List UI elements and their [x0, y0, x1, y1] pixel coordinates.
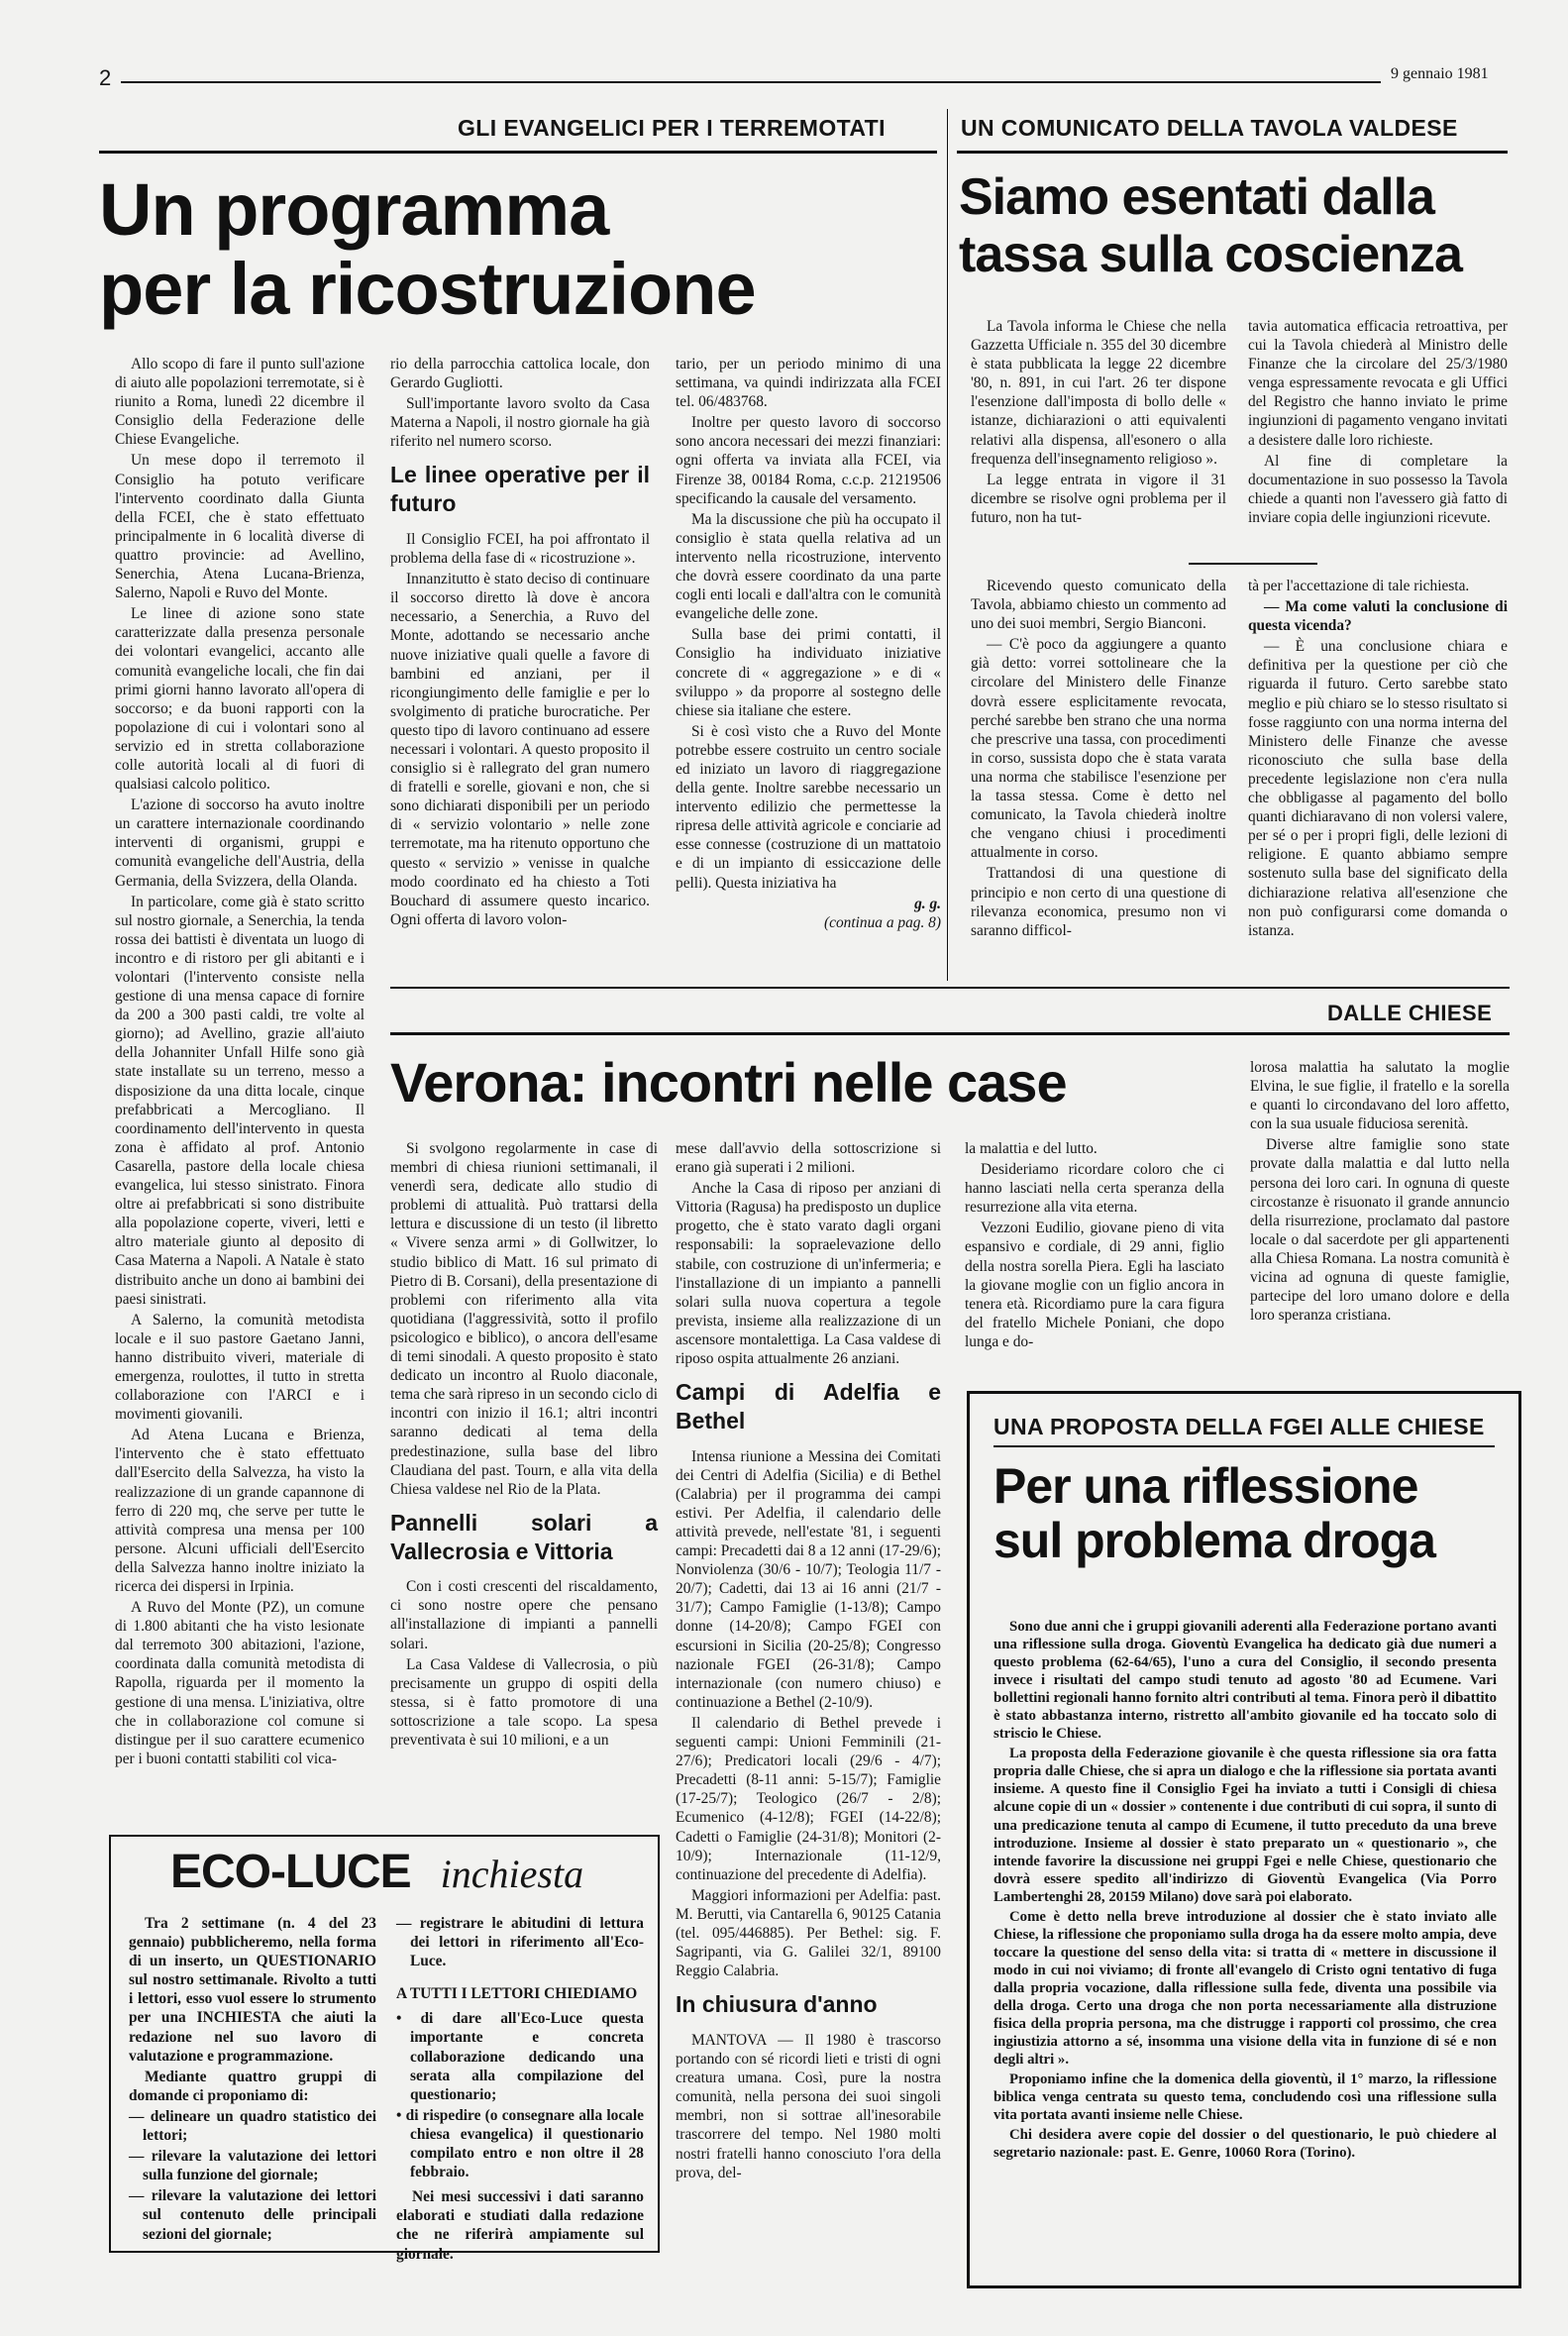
article-kicker: UN COMUNICATO DELLA TAVOLA VALDESE	[961, 115, 1458, 141]
paragraph: Vezzoni Eudilio, giovane pieno di vita espansivo e cordiale, di 29 anni, figlio della nostra sorella Piera. Egli ha lasciato la giovane moglie con un figlio ancora in tenera età. Ricordiamo pure la cara figura del fratello Michele Poniani, che dopo lunga e do-	[965, 1220, 1224, 1350]
paragraph: A Salerno, la comunità metodista locale e il suo pastore Gaetano Janni, hanno distribuito viveri, materiale di emergenza, roulottes, il tutto in stretta collaborazione con l'ARCI e i movimenti giovanili.	[115, 1311, 365, 1424]
paragraph: Intensa riunione a Messina dei Comitati dei Centri di Adelfia (Sicilia) e di Bethel (Calabria) per il programma dei campi estivi. Per Adelfia, il calendario delle attività prevede, nell'estate '81, i seguenti campi: Precadetti dai 8 a 12 anni (17-29/6); Nonviolenza (30/6 - 10/7); Teologia 11/7 - 20/7); Cadetti, dai 13 ai 16 anni (21/7 - 31/7); Campo Famiglie (1-13/8); Campo donne (14-20/8); Campo FGEI con escursioni in Sicilia (20-25/8); Congresso nazionale FGEI (26-31/8); Campo internazionale (con numero chiuso) e continuazione a Bethel (2-10/9).	[676, 1447, 941, 1711]
page-date: 9 gennaio 1981	[1391, 65, 1489, 82]
paragraph: Maggiori informazioni per Adelfia: past. M. Berutti, via Cantarella 6, 90125 Catania (tel. 095/446885). Per Bethel: sig. F. Sagripanti, via G. Galilei 32/1, 89100 Reggio Calabria.	[676, 1886, 941, 1980]
section-subhead: Le linee operative per il futuro	[390, 462, 650, 517]
list-item: — rilevare la valutazione dei lettori sulla funzione del giornale;	[129, 2148, 376, 2184]
paragraph: mese dall'avvio della sottoscrizione si erano già superati i 2 milioni.	[676, 1140, 941, 1177]
eco-luce-header	[170, 1845, 583, 1899]
kicker-rule	[957, 151, 1508, 154]
eco-luce-list	[396, 2009, 644, 2181]
continuation-note: (continua a pag. 8)	[824, 913, 941, 931]
article-column	[1248, 577, 1508, 1005]
paragraph: Tra 2 settimane (n. 4 del 23 gennaio) pubblicheremo, nella forma di un inserto, un QUESTIONARIO sul nostro settimanale. Rivolto a tutti i lettori, esso vuol essere lo strumento per una INCHIESTA che aiuti la redazione nel suo lavoro di valutazione e programmazione.	[129, 1915, 376, 2065]
paragraph: MANTOVA — Il 1980 è trascorso portando con sé ricordi lieti e tristi di ogni creatura umana. Così, pure la nostra comunità, nella persona dei suoi singoli membri, non si sottrae all'inesorabile trascorrere del tempo. Nel 1980 molti nostri fratelli hanno conosciuto l'ora della prova, del-	[676, 2032, 941, 2181]
paragraph: Mediante quattro gruppi di domande ci proponiamo di:	[129, 2068, 376, 2104]
separator-rule	[1189, 563, 1317, 565]
title-line: Un programma	[99, 168, 609, 251]
paragraph: — È una conclusione chiara e definitiva per la questione per ciò che riguarda il futuro. Certo sarebbe stato meglio e più chiaro se lo stesso risultato si fosse raggiunto con una norma interna del Ministero delle Finanze che avesse riconosciuto che sulla base della precedente legislazione non c'era nulla che obbligasse al pagamento del bollo quanti dichiaravano di non volersi valere, per sé o per i propri figli, delle lezioni di religione. E quanto abbiamo sempre sostenuto sulla base del significato della dichiarazione relativa all'esenzione che non può configurarsi come domanda o istanza.	[1248, 638, 1508, 939]
title-line: sul problema droga	[993, 1513, 1435, 1568]
section-label: DALLE CHIESE	[1327, 1001, 1493, 1025]
paragraph: La legge entrata in vigore il 31 dicembre se risolve ogni problema per il futuro, non ha tut-	[971, 471, 1226, 526]
article-column	[971, 577, 1226, 1005]
header-rule	[121, 81, 1381, 83]
paragraph: La Casa Valdese di Vallecrosia, o più precisamente un gruppo di ospiti della stessa, si è fatto promotore di una sottoscrizione a tale scopo. La spesa preventivata è sui 10 milioni, e a un	[390, 1655, 658, 1750]
fgei-title	[993, 1459, 1435, 1568]
article-column	[971, 317, 1226, 559]
paragraph: Anche la Casa di riposo per anziani di Vittoria (Ragusa) ha predisposto un duplice progetto, che è stato varato dagli organi responsabili: la sopraelevazione dello stabile, con costruzione di un'infermeria; e l'installazione di un impianto a pannelli solari sulla nuova copertura a tegole prevista, insieme alla realizzazione di un ascensore montalettiga. La Casa valdese di riposo ospita attualmente 26 anziani.	[676, 1180, 941, 1368]
paragraph: Ricevendo questo comunicato della Tavola, abbiamo chiesto un commento ad uno dei suoi membri, Sergio Bianconi.	[971, 578, 1226, 633]
paragraph: tà per l'accettazione di tale richiesta.	[1248, 578, 1470, 594]
eco-luce-list	[129, 2107, 376, 2244]
article-column	[676, 1139, 941, 2179]
section-subhead: In chiusura d'anno	[676, 1991, 878, 2018]
eco-luce-column	[129, 1914, 376, 2247]
section-rule	[390, 1032, 1510, 1035]
title-line: Per una riflessione	[993, 1458, 1418, 1514]
eco-luce-heading: A TUTTI I LETTORI CHIEDIAMO	[396, 1985, 638, 2003]
paragraph: rio della parrocchia cattolica locale, don Gerardo Gugliotti.	[390, 356, 650, 392]
title-line: per la ricostruzione	[99, 247, 756, 330]
paragraph: L'azione di soccorso ha avuto inoltre un carattere internazionale coordinando interventi di organismi, gruppi e comunità evangeliche dell'Austria, della Germania, della Svizzera, della Olanda.	[115, 796, 365, 890]
list-item: • di rispedire (o consegnare alla locale chiesa evangelica) il questionario compilato entro e non oltre il 28 febbraio.	[396, 2106, 644, 2181]
paragraph: Si svolgono regolarmente in case di membri di chiesa riunioni settimanali, il venerdì sera, dedicate allo studio di problemi di attualità. Può trattarsi della lettura e discussione di un testo (il libretto « Vivere senza armi » di Gollwitzer, lo studio biblico di Matt. 16 sul primato di Pietro di B. Corsani), della presentazione di problemi con riferimento alla vita quotidiana (l'aggressività, sotto il profilo psicologico e biblico), o ancora dell'esame di temi sinodali. A questo proposito è stato dedicato un incontro al Ruolo diaconale, tema che sarà ripreso in un secondo ciclo di incontri con inizio il 16.1; altri incontri saranno dedicati al tema della predestinazione, sulla base del libro Claudiana del past. Tourn, e alla vita della Chiesa valdese nel Rio de la Plata.	[390, 1140, 658, 1498]
paragraph: — Ma come valuti la conclusione di questa vicenda?	[1248, 598, 1508, 635]
article-column	[1248, 317, 1508, 559]
list-item: — registrare le abitudini di lettura dei lettori in riferimento all'Eco-Luce.	[396, 1915, 644, 1970]
paragraph: Desideriamo ricordare coloro che ci hanno lasciati nella certa speranza della resurrezione alla vita eterna.	[965, 1161, 1224, 1217]
kicker-rule	[993, 1445, 1495, 1447]
article-title	[959, 168, 1462, 283]
paragraph: Nei mesi successivi i dati saranno elaborati e studiati dalla redazione che ne riferirà ampiamente sul giornale.	[396, 2188, 644, 2263]
section-rule	[390, 987, 1510, 989]
paragraph: lorosa malattia ha salutato la moglie Elvina, le sue figlie, il fratello e la sorella e quanti lo circondavano del loro affetto, con la sua usuale fiduciosa serenità.	[1250, 1059, 1510, 1133]
paragraph: Innanzitutto è stato deciso di continuare il soccorso diretto là dove è ancora necessario, a Senerchia, a Ruvo del Monte, adottando se necessario anche nuove iniziative quali quelle a favore di bambini ed anziani, per il ricongiungimento delle famiglie e per lo svolgimento di pratiche burocratiche. Per questo tipo di lavoro continuano ad essere necessari i volontari. A questo proposito il consiglio si è rallegrato del gran numero di fratelli e sorelle, giovani e non, che si sono dichiarati disponibili per un periodo di « servizio volontario » nelle zone terremotate, ma ha ritenuto opportuno che questo « servizio » venisse in qualche modo coordinato ed ha chiesto a Toti Bouchard di assumere questo incarico. Ogni offerta di lavoro volon-	[390, 571, 650, 928]
article-kicker: GLI EVANGELICI PER I TERREMOTATI	[458, 115, 886, 141]
article-column	[1250, 1058, 1510, 1379]
eco-luce-column	[396, 1914, 644, 2263]
kicker-rule	[99, 151, 937, 154]
paragraph: Un mese dopo il terremoto il Consiglio ha potuto verificare l'intervento coordinato dalla Giunta della FCEI, che è stato effettuato principalmente in 6 località diverse di quattro provincie: ad Avellino, Senerchia, Atena Lucana-Brienza, Salerno, Napoli e Ruvo del Monte.	[115, 452, 365, 602]
paragraph: tavia automatica efficacia retroattiva, per cui la Tavola chiederà al Ministro delle Finanze che la circolare del 25/3/1980 venga espressamente revocata e gli Uffici del Registro che hanno inviato le prime ingiunzioni di pagamento vengano invitati a desistere dalle loro richieste.	[1248, 318, 1508, 449]
eco-luce-subtitle: inchiesta	[440, 1852, 584, 1896]
paragraph: Il calendario di Bethel prevede i seguenti campi: Unioni Femminili (21-27/6); Predicatori locali (29/6 - 4/7); Precadetti (8-11 anni: 5-15/7); Famiglie (17-25/7); Teologico (26/7 - 2/8); Ecumenico (4-12/8); FGEI (14-22/8); Cadetti o Famiglie (24-31/8); Monitori (2-10/9); Internazionale (11-12/9, continuazione del precedente di Adelfia).	[676, 1714, 941, 1883]
paragraph: — C'è poco da aggiungere a quanto già detto: vorrei sottolineare che la circolare del Ministero delle Finanze dovrà essere esplicitamente revocata, perché sarebbe ben strano che una norma che prescrive una tassa, con procedimenti in corso, sussista dopo che è stata varata una norma che stabilisce l'esenzione per la tassa stessa. Come è detto nel comunicato, la Tavola chiederà inoltre che vengano chiusi i procedimenti attualmente in corso.	[971, 636, 1226, 862]
paragraph: Inoltre per questo lavoro di soccorso sono ancora necessari dei mezzi finanziari: ogni offerta va inviata alla FCEI, via Firenze 38, 00184 Roma, c.c.p. 21219506 specificando la causale del versamento.	[676, 414, 941, 507]
article-column	[115, 355, 365, 1841]
paragraph: Ad Atena Lucana e Brienza, l'intervento che è stato effettuato dall'Esercito della Salvezza, ha visto la realizzazione di un grande capannone di ferro di 220 mq, che serve per tutte le attività compresa una mensa per 100 persone. Alcuni ufficiali dell'Esercito della Salvezza hanno inoltre iniziato la ricerca dei dispersi in Irpinia.	[115, 1427, 365, 1595]
paragraph: Al fine di completare la documentazione in suo possesso la Tavola chiede a quanti non l'avessero già fatto di inviare copia delle ingiunzioni ricevute.	[1248, 452, 1508, 526]
paragraph: Proponiamo infine che la domenica della gioventù, il 1° marzo, la riflessione biblica venga centrata su questo tema, concludendo così una riflessione sulla vita portata avanti insieme nelle Chiese.	[993, 2071, 1497, 2124]
paragraph: Si è così visto che a Ruvo del Monte potrebbe essere costruito un centro sociale ed iniziato un lavoro di riaggregazione della gente. Inoltre sarebbe necessario un intervento edilizio che permettesse la ripresa delle attività agricole e conciarie ad esse connesse (costruzione di un mattatoio e di un impianto di essiccazione delle pelli). Questa iniziativa ha	[676, 722, 941, 892]
page-number: 2	[99, 65, 112, 90]
article-signature: g. g.	[914, 895, 941, 912]
title-line: tassa sulla coscienza	[959, 226, 1462, 284]
paragraph: Chi desidera avere copie del dossier o del questionario, le può chiedere al segretario nazionale: past. E. Genre, 10060 Rora (Torino).	[993, 2127, 1497, 2162]
list-item: — delineare un quadro statistico dei lettori;	[129, 2107, 376, 2145]
paragraph: Sulla base dei primi contatti, il Consiglio ha individuato iniziative concrete di « aggregazione » e di « sviluppo » da proporre al sostegno delle chiese sia italiane che estere.	[676, 626, 941, 719]
paragraph: Sull'importante lavoro svolto da Casa Materna a Napoli, il nostro giornale ha già riferito nel numero scorso.	[390, 395, 650, 451]
article-title	[99, 170, 756, 329]
eco-luce-box	[109, 1835, 660, 2263]
paragraph: A Ruvo del Monte (PZ), un comune di 1.800 abitanti che ha visto lesionate dal terremoto 300 abitazioni, l'azione, coordinata dalla comunità metodista di Rapolla, riguarda per il momento la gestione di una mensa. L'iniziativa, oltre che in collaborazione col comune si distingue per il suo carattere ecumenico per i buoni contatti stabiliti col vica-	[115, 1599, 365, 1767]
article-column	[965, 1139, 1224, 1377]
paragraph: Trattandosi di una questione di principio e non certo di una questione di rilevanza economica, presumo non vi saranno difficol-	[971, 865, 1226, 939]
paragraph: Ma la discussione che più ha occupato il consiglio è stata quella relativa ad un intervento nella ricostruzione, intervento che dovrà essere coordinato da una parte cogli enti locali e dall'altra con le comunità evangeliche delle zone.	[676, 510, 941, 623]
column-divider	[947, 109, 948, 981]
paragraph: tario, per un periodo minimo di una settimana, va quindi indirizzata alla FCEI tel. 06/483768.	[676, 356, 941, 411]
section-subhead: Campi di Adelfia e Bethel	[676, 1379, 941, 1433]
title-line: Siamo esentati dalla	[959, 168, 1434, 226]
fgei-body	[993, 1618, 1497, 2280]
list-item: • di dare all'Eco-Luce questa importante e concreta collaborazione dedicando una serata alla compilazione del questionario;	[396, 2010, 644, 2103]
article-title: Verona: incontri nelle case	[390, 1051, 1067, 1114]
article-column	[390, 355, 650, 969]
fgei-kicker: UNA PROPOSTA DELLA FGEI ALLE CHIESE	[993, 1414, 1485, 1439]
paragraph: La proposta della Federazione giovanile è che questa riflessione sia ora fatta propria dalle Chiese, che si apra un dialogo e che la riflessione sia portata avanti insieme. A questo fine il Consiglio Fgei ha inviato a tutti i Consigli di chiesa alcune copie di un « dossier » contenente i due contributi di cui sopra, il sunto di una predicazione tenuta al campo di Ecumene, il tutto preceduto da una breve introduzione. Insieme al dossier è stato preparato un « questionario », che intende favorire la discussione nei gruppi Fgei e nelle Chiese, questionario che dovrà essere spedito all'indirizzo di Gioventù Evangelica (Via Porro Lambertenghi 28, 20159 Milano) dove sarà poi elaborato.	[993, 1746, 1497, 1905]
paragraph: Allo scopo di fare il punto sull'azione di aiuto alle popolazioni terremotate, si è riunito a Roma, lunedì 22 dicembre il Consiglio della Federazione delle Chiese Evangeliche.	[115, 356, 365, 449]
article-column	[676, 355, 941, 969]
eco-luce-list	[396, 1914, 644, 1970]
paragraph: Diverse altre famiglie sono state provate dalla malattia e dal lutto nella persona dei loro cari. In ognuna di queste circostanze è risuonato il grande annuncio della risurrezione, proclamato dal pastore locale o dal sacerdote per gli appartenenti alla Chiesa Romana. La nostra comunità è vicina ad ognuna di queste famiglie, partecipe del loro umano dolore e della loro speranza cristiana.	[1250, 1136, 1510, 1325]
paragraph: Con i costi crescenti del riscaldamento, ci sono nostre opere che pensano all'installazione di impianti a pannelli solari.	[390, 1578, 658, 1652]
eco-luce-title: ECO-LUCE	[170, 1846, 411, 1898]
paragraph: Sono due anni che i gruppi giovanili aderenti alla Federazione portano avanti una riflessione sulla droga. Gioventù Evangelica ha dedicato già due numeri a questo problema (62-64/65), l'uno a cura del Consiglio, il secondo presenta invece i risultati del campo studi tenuto ad agosto '80 ad Ecumene. Vari bollettini regionali hanno fornito altri contributi al tema. Finora però il dibattito è stato abbastanza interno, ristretto all'ambito giovanile ed ha toccato solo di striscio le Chiese.	[993, 1619, 1497, 1743]
paragraph: Come è detto nella breve introduzione al dossier che è stato inviato alle Chiese, la riflessione che proponiamo sulla droga ha da essere molto ampia, deve toccare la questione del senso della vita: si tratta di « mettere in discussione il modo in cui noi viviamo; di fronte all'evangelo di Cristo ogni tentativo di fuga dalla propria vocazione, dalla riflessione sulla fede, diventa una possibile via della droga. Certo una droga che non porta necessariamente alla distruzione fisica della propria persona, ma che distrugge i rapporti col prossimo, che crea ingiustizia attorno a sé, insomma una visione della vita in funzione di sé e non degli altri ».	[993, 1908, 1497, 2069]
paragraph: Le linee di azione sono state caratterizzate dalla presenza personale dei volontari evangelici, accanto alle comunità evangeliche locali, che fin dai primi giorni hanno lavorato all'opera di soccorso; e da buoni rapporti con la popolazione di cui i volontari sono al servizio ed in stretta collaborazione colle autorità locali al di fuori di qualsiasi calcolo politico.	[115, 605, 365, 794]
list-item: — rilevare la valutazione dei lettori sul contenuto delle principali sezioni del giornale;	[129, 2187, 376, 2243]
section-subhead: Pannelli solari a Vallecrosia e Vittoria	[390, 1509, 658, 1564]
fgei-box	[967, 1391, 1521, 2288]
paragraph: In particolare, come già è stato scritto sul nostro giornale, a Senerchia, la tenda rossa dei battisti è diventata un luogo di incontro e di ristoro per gli abitanti e i volontari (l'intervento consiste nella gestione di una mensa capace di fornire da 200 a 300 pasti caldi, tre volte al giorno); ad Avellino, grazie all'aiuto della Johanniter Unfall Hilfe sono già state installate su un terreno, messo a disposizione da una ditta locale, cinque prefabbricati a Mercogliano. Il coordinamento dell'intervento in questa zona è affidato al prof. Antonio Casarella, pastore della locale chiesa evangelica, lui stesso sinistrato. Finora oltre ai prefabbricati si sono distribuite alla popolazione coperte, viveri, letti e altro materiale giunto al deposito di Casa Materna a Napoli. A Natale è stato distribuito anche un dono ai bambini dei paesi sinistrati.	[115, 893, 365, 1308]
paragraph: Il Consiglio FCEI, ha poi affrontato il problema della fase di « ricostruzione ».	[390, 530, 650, 568]
article-column	[390, 1139, 658, 1833]
paragraph: La Tavola informa le Chiese che nella Gazzetta Ufficiale n. 355 del 30 dicembre è stata pubblicata la legge 22 dicembre '80, n. 891, in cui l'art. 26 ter dispone l'esenzione dall'imposta di bollo delle « istanze, dichiarazioni o atti equivalenti relativi alla dispensa, all'esonero o alla frequenza dell'insegnamento religioso ».	[971, 318, 1226, 468]
paragraph: la malattia e del lutto.	[965, 1140, 1098, 1157]
